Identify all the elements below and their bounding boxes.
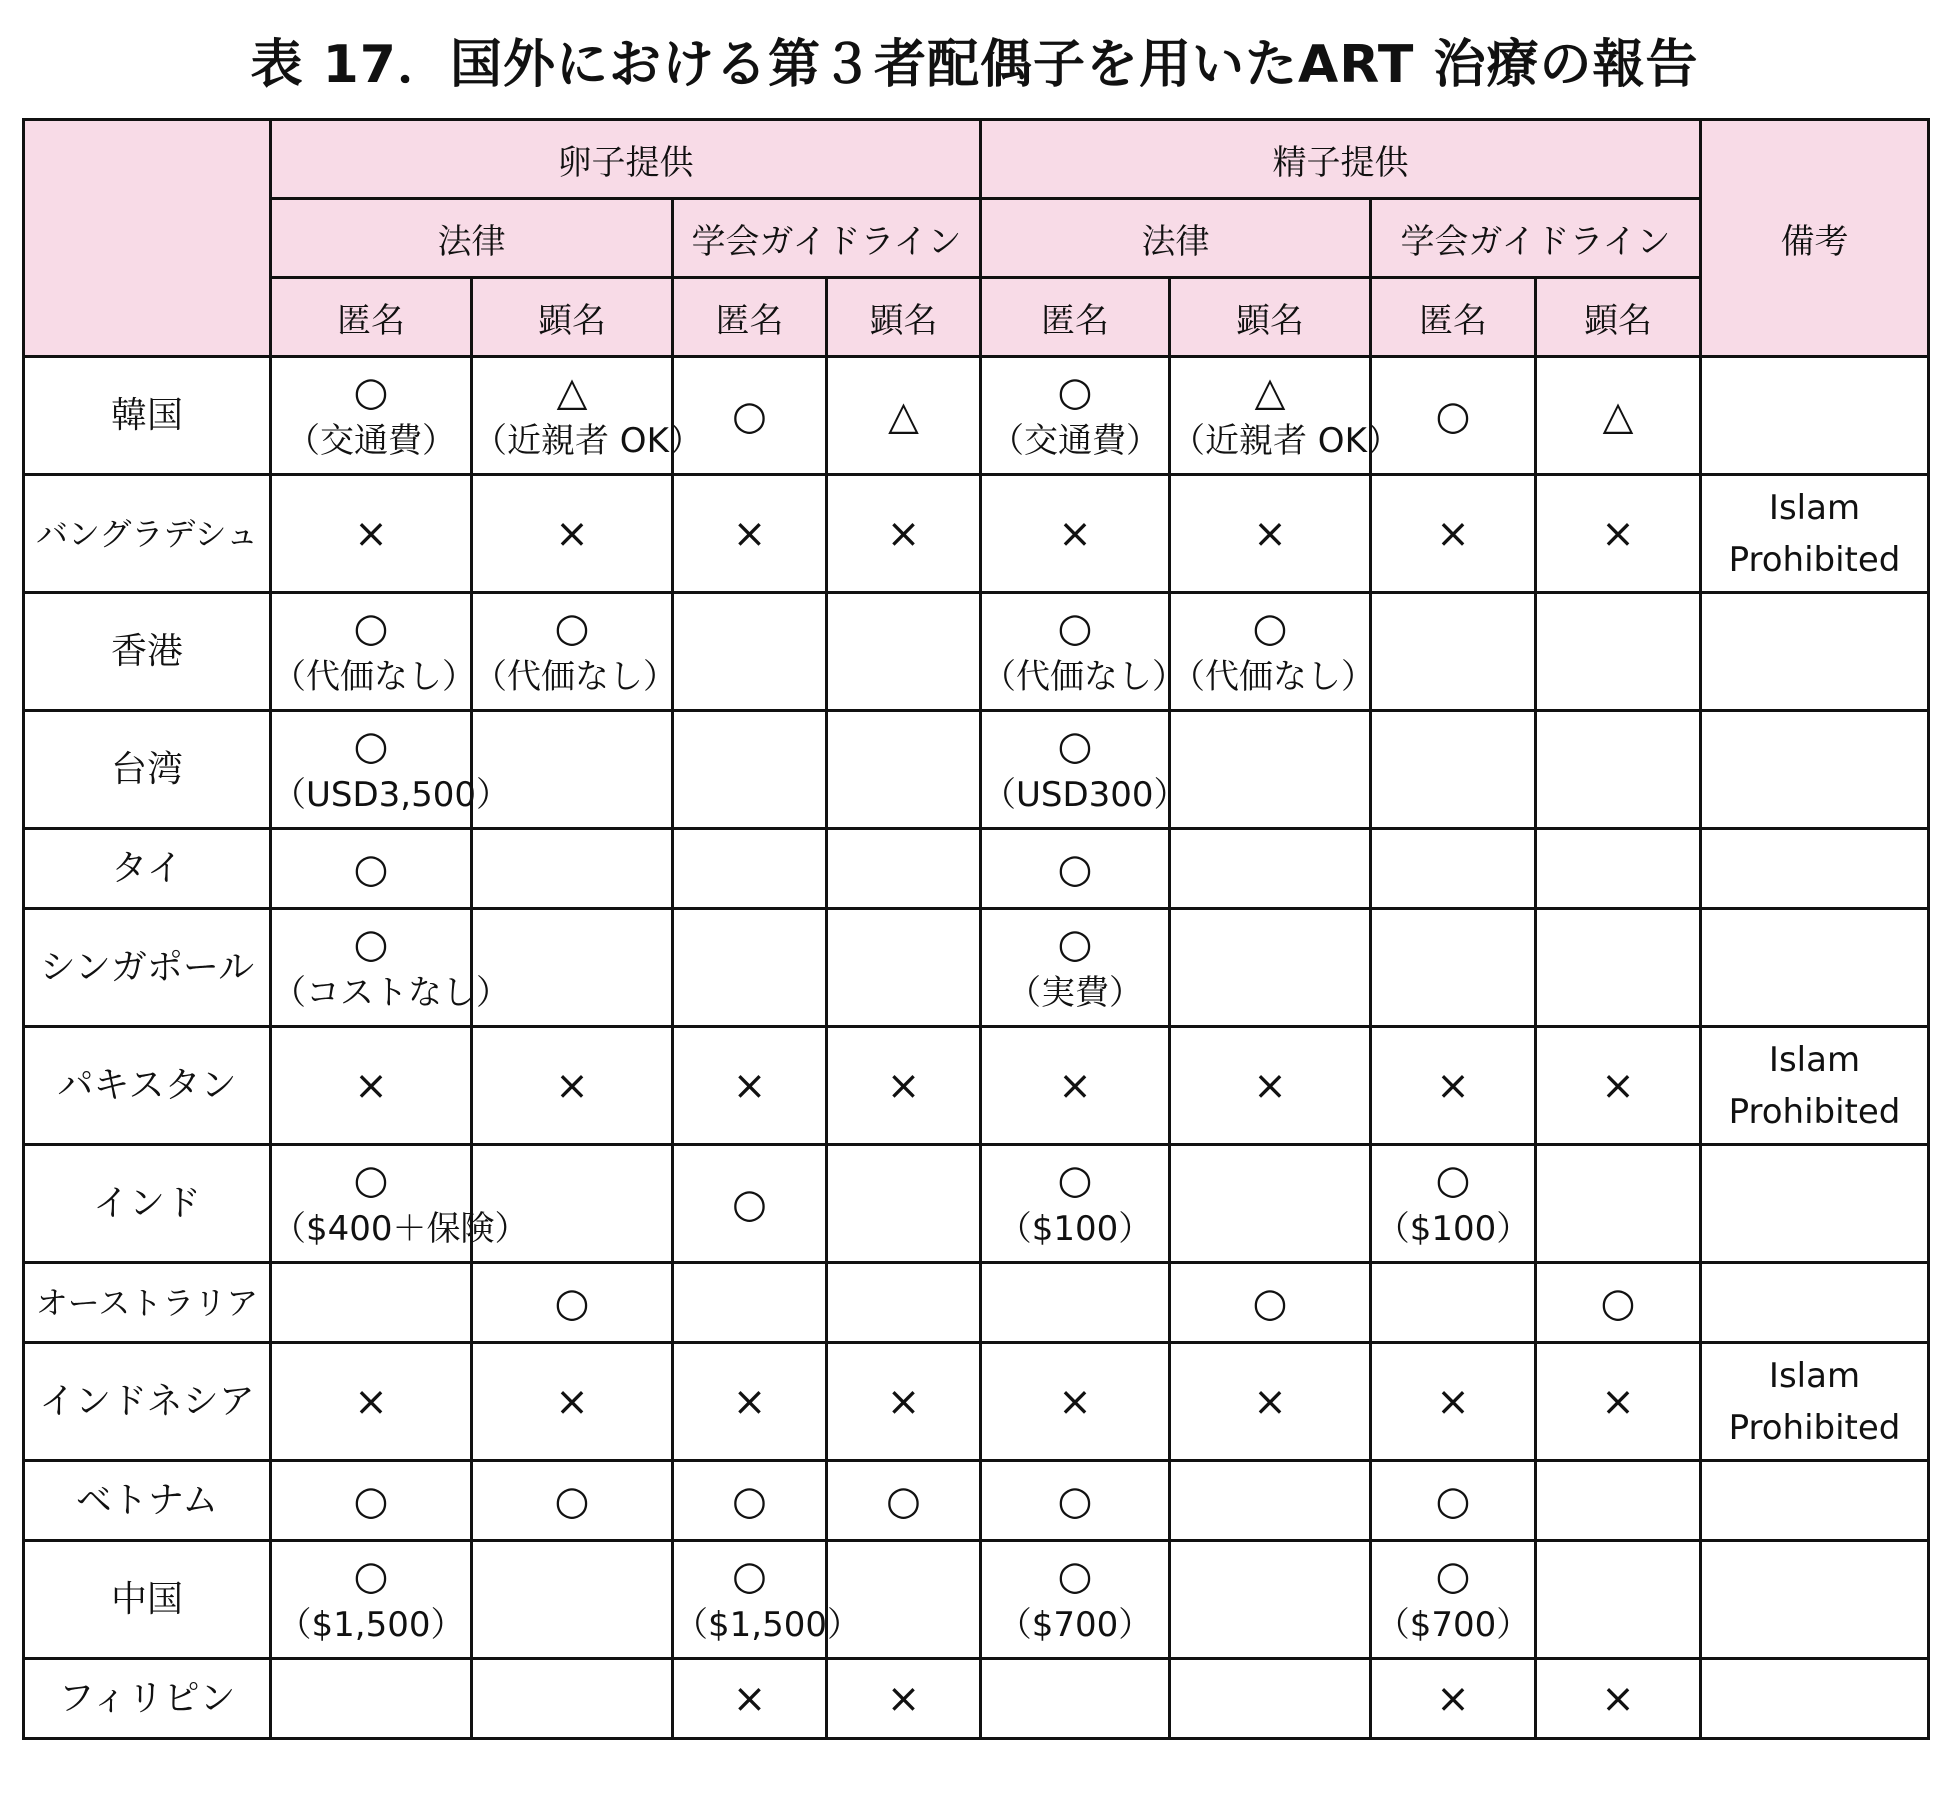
table-row [24,1343,1929,1461]
table-row [24,1145,1929,1263]
status-cell [981,909,1170,1027]
header-anonymous: 匿名 [271,278,472,357]
status-cell [271,1263,472,1343]
status-cell [827,1659,981,1739]
art-report-table [22,118,1930,1740]
remark-line-1: Islam [1768,1355,1861,1396]
status-symbol: × [1058,1378,1092,1425]
status-symbol: ○ [1057,1552,1093,1599]
status-cell [1536,357,1701,475]
status-cell [673,711,827,829]
status-cell [1536,475,1701,593]
status-symbol: ○ [886,1477,921,1524]
header-anonymous: 匿名 [1371,278,1536,357]
status-cell [472,475,673,593]
remarks-cell [1701,1145,1929,1263]
country-cell: バングラデシュ [24,475,271,593]
status-symbol: ○ [1057,368,1093,415]
status-note: （USD300） [982,774,1188,815]
status-cell [827,829,981,909]
status-note: （代価なし） [1171,656,1375,697]
table-body [24,357,1929,1739]
status-note: （$700） [1375,1604,1531,1645]
header-corner [24,120,271,357]
header-anonymous: 匿名 [673,278,827,357]
status-symbol: × [1253,510,1287,557]
status-cell [1170,1461,1371,1541]
table-row [24,475,1929,593]
status-cell [472,1343,673,1461]
status-symbol: ○ [1057,722,1093,769]
status-symbol: ○ [353,1552,389,1599]
status-cell [1536,829,1701,909]
status-cell [1371,1461,1536,1541]
country-cell: オーストラリア [24,1263,271,1343]
status-symbol: ○ [732,392,767,439]
remarks-cell [1701,475,1929,593]
status-cell [981,1263,1170,1343]
status-cell [981,593,1186,711]
table-row [24,1541,1929,1659]
status-cell [271,829,472,909]
status-symbol: ○ [1435,392,1471,439]
status-symbol: × [1058,510,1092,557]
status-cell [271,711,510,829]
status-cell [1170,1263,1371,1343]
remarks-cell [1701,711,1929,829]
status-note: （$100） [997,1208,1153,1249]
status-cell [1170,475,1371,593]
status-symbol: × [1601,1675,1635,1722]
remark-line-1: Islam [1768,1039,1861,1080]
status-cell [673,1461,827,1541]
status-cell [1371,829,1536,909]
status-cell [271,1461,472,1541]
status-cell [1536,1263,1701,1343]
status-note: （代価なし） [473,656,677,697]
status-cell [1170,1027,1371,1145]
table-row [24,357,1929,475]
table-row [24,1027,1929,1145]
status-symbol: ○ [353,368,389,415]
status-cell [981,475,1170,593]
status-symbol: ○ [1252,604,1288,651]
status-cell [1371,1027,1536,1145]
header-sperm-guideline: 学会ガイドライン [1371,199,1701,278]
status-symbol: × [732,1675,767,1722]
status-cell [1371,1659,1536,1739]
header-sperm-donation: 精子提供 [981,120,1701,199]
status-symbol: ○ [353,845,389,892]
status-note: （代価なし） [272,656,476,697]
status-cell [1536,909,1701,1027]
status-symbol: ○ [1252,1279,1288,1326]
status-cell [1170,1541,1371,1659]
status-cell [673,909,827,1027]
table-row [24,909,1929,1027]
status-cell [472,1027,673,1145]
country-cell: シンガポール [24,909,271,1027]
table-row [24,1263,1929,1343]
status-symbol: ○ [1057,1156,1093,1203]
status-cell [827,1145,981,1263]
status-symbol: ○ [554,1477,590,1524]
status-note: （近親者 OK） [1171,420,1401,461]
status-cell [472,1461,673,1541]
country-cell: 台湾 [24,711,271,829]
status-cell [271,1541,472,1659]
country-cell: インド [24,1145,271,1263]
status-symbol: ○ [1435,1156,1471,1203]
remarks-cell [1701,593,1929,711]
remark-line-2: Prohibited [1728,1407,1901,1448]
status-note: （交通費） [990,420,1160,461]
status-note: （$1,500） [277,1604,465,1645]
status-cell [472,593,677,711]
status-symbol: × [732,1378,767,1425]
status-symbol: ○ [1435,1477,1471,1524]
status-cell [827,593,981,711]
status-symbol: × [886,1378,921,1425]
status-symbol: × [1436,510,1470,557]
table-header [24,120,1929,357]
remarks-cell [1701,1343,1929,1461]
status-symbol: ○ [732,1477,767,1524]
country-cell: 韓国 [24,357,271,475]
remarks-cell [1701,909,1929,1027]
status-cell [1536,1541,1701,1659]
status-cell [1536,1461,1701,1541]
status-symbol: ○ [732,1180,767,1227]
status-cell [1170,593,1375,711]
status-symbol: × [354,510,388,557]
status-cell [981,357,1170,475]
status-cell [1371,711,1536,829]
status-symbol: ○ [353,920,389,967]
status-cell [1371,909,1536,1027]
status-symbol: × [354,1378,388,1425]
status-cell [271,1343,472,1461]
header-anonymous: 匿名 [981,278,1170,357]
status-symbol: ○ [353,722,389,769]
status-symbol: ○ [1435,1552,1471,1599]
remark-line-2: Prohibited [1728,1091,1901,1132]
status-symbol: ○ [1057,604,1093,651]
status-symbol: × [886,1062,921,1109]
status-note: （コストなし） [272,972,510,1013]
status-symbol: × [1253,1062,1287,1109]
status-symbol: × [1601,1378,1635,1425]
remark-line-2: Prohibited [1728,539,1901,580]
status-cell [271,593,476,711]
status-cell [271,1145,529,1263]
status-cell [1371,475,1536,593]
status-cell [1170,1145,1371,1263]
status-cell [271,357,472,475]
status-symbol: × [1601,1062,1635,1109]
status-symbol: × [1058,1062,1092,1109]
table-row [24,1659,1929,1739]
remarks-cell [1701,1659,1929,1739]
status-cell [1371,593,1536,711]
status-cell [1371,1343,1536,1461]
status-note: （近親者 OK） [473,420,703,461]
header-identified: 顕名 [1170,278,1371,357]
status-cell [472,829,673,909]
status-symbol: × [886,510,921,557]
status-note: （交通費） [286,420,456,461]
status-cell [981,1145,1170,1263]
status-cell [827,1343,981,1461]
status-cell [271,1027,472,1145]
remarks-cell [1701,1263,1929,1343]
header-egg-donation: 卵子提供 [271,120,981,199]
remarks-cell [1701,829,1929,909]
status-symbol: ○ [732,1552,767,1599]
table-row [24,829,1929,909]
status-cell [1371,1541,1536,1659]
status-cell [827,475,981,593]
table-row [24,1461,1929,1541]
status-cell [981,1343,1170,1461]
status-symbol: △ [1254,368,1286,415]
status-symbol: △ [1602,392,1634,439]
status-cell [1170,829,1371,909]
status-cell [981,1027,1170,1145]
status-symbol: ○ [353,1477,389,1524]
status-symbol: × [1436,1675,1470,1722]
status-cell [827,357,981,475]
status-cell [1170,909,1371,1027]
status-cell [1536,1145,1701,1263]
status-symbol: ○ [554,1279,590,1326]
remarks-cell [1701,357,1929,475]
status-note: （$100） [1375,1208,1531,1249]
status-cell [981,711,1188,829]
table-row [24,593,1929,711]
status-cell [1170,1659,1371,1739]
country-cell: 香港 [24,593,271,711]
remarks-cell [1701,1461,1929,1541]
status-cell [827,1027,981,1145]
status-symbol: × [1436,1378,1470,1425]
country-cell: ベトナム [24,1461,271,1541]
country-cell: パキスタン [24,1027,271,1145]
header-egg-guideline: 学会ガイドライン [673,199,981,278]
status-cell [1170,1343,1371,1461]
status-symbol: × [1601,510,1635,557]
status-cell [673,1145,827,1263]
country-cell: インドネシア [24,1343,271,1461]
status-cell [472,1659,673,1739]
status-cell [673,1027,827,1145]
status-note: （代価なし） [982,656,1186,697]
status-cell [673,593,827,711]
status-symbol: ○ [1600,1279,1636,1326]
status-cell [271,1659,472,1739]
remarks-cell [1701,1541,1929,1659]
status-cell [1536,1343,1701,1461]
status-cell [271,475,472,593]
status-cell [827,1263,981,1343]
status-symbol: ○ [554,604,590,651]
status-cell [827,1461,981,1541]
remark-line-1: Islam [1768,487,1861,528]
status-symbol: × [886,1675,921,1722]
header-sperm-law: 法律 [981,199,1371,278]
status-note: （$1,500） [674,1604,861,1645]
status-symbol: ○ [353,604,389,651]
remarks-cell [1701,1027,1929,1145]
status-cell [981,1461,1170,1541]
status-note: （$700） [997,1604,1153,1645]
status-cell [271,909,510,1027]
status-cell [1170,357,1401,475]
status-symbol: × [1253,1378,1287,1425]
status-cell [1371,1263,1536,1343]
status-cell [472,1541,673,1659]
header-identified: 顕名 [1536,278,1701,357]
header-egg-law: 法律 [271,199,673,278]
status-cell [472,1263,673,1343]
status-cell [673,1263,827,1343]
status-cell [1536,711,1701,829]
status-symbol: △ [888,392,919,439]
status-cell [981,829,1170,909]
status-symbol: × [555,510,589,557]
status-cell [673,475,827,593]
header-identified: 顕名 [472,278,673,357]
status-symbol: × [555,1062,589,1109]
status-cell [981,1541,1170,1659]
status-cell [472,357,703,475]
status-cell [827,711,981,829]
status-cell [1536,593,1701,711]
status-symbol: × [732,510,767,557]
status-note: （実費） [1007,972,1143,1013]
status-cell [1371,1145,1536,1263]
header-identified: 顕名 [827,278,981,357]
status-symbol: × [1436,1062,1470,1109]
country-cell: 中国 [24,1541,271,1659]
status-cell [1536,1659,1701,1739]
status-cell [673,1343,827,1461]
status-note: （$400＋保険） [272,1208,529,1249]
header-remarks: 備考 [1701,120,1929,357]
status-symbol: ○ [1057,1477,1093,1524]
status-symbol: △ [556,368,588,415]
country-cell: フィリピン [24,1659,271,1739]
status-cell [1536,1027,1701,1145]
table-row [24,711,1929,829]
status-cell [1170,711,1371,829]
status-symbol: ○ [1057,920,1093,967]
page-title: 表 17．国外における第３者配偶子を用いたART 治療の報告 [250,35,1699,95]
status-cell [673,1541,861,1659]
country-cell: タイ [24,829,271,909]
status-note: （USD3,500） [272,774,510,815]
status-cell [673,1659,827,1739]
status-cell [673,829,827,909]
status-cell [981,1659,1170,1739]
status-symbol: × [354,1062,388,1109]
status-symbol: × [732,1062,767,1109]
status-cell [827,909,981,1027]
status-symbol: ○ [353,1156,389,1203]
status-symbol: ○ [1057,845,1093,892]
status-symbol: × [555,1378,589,1425]
